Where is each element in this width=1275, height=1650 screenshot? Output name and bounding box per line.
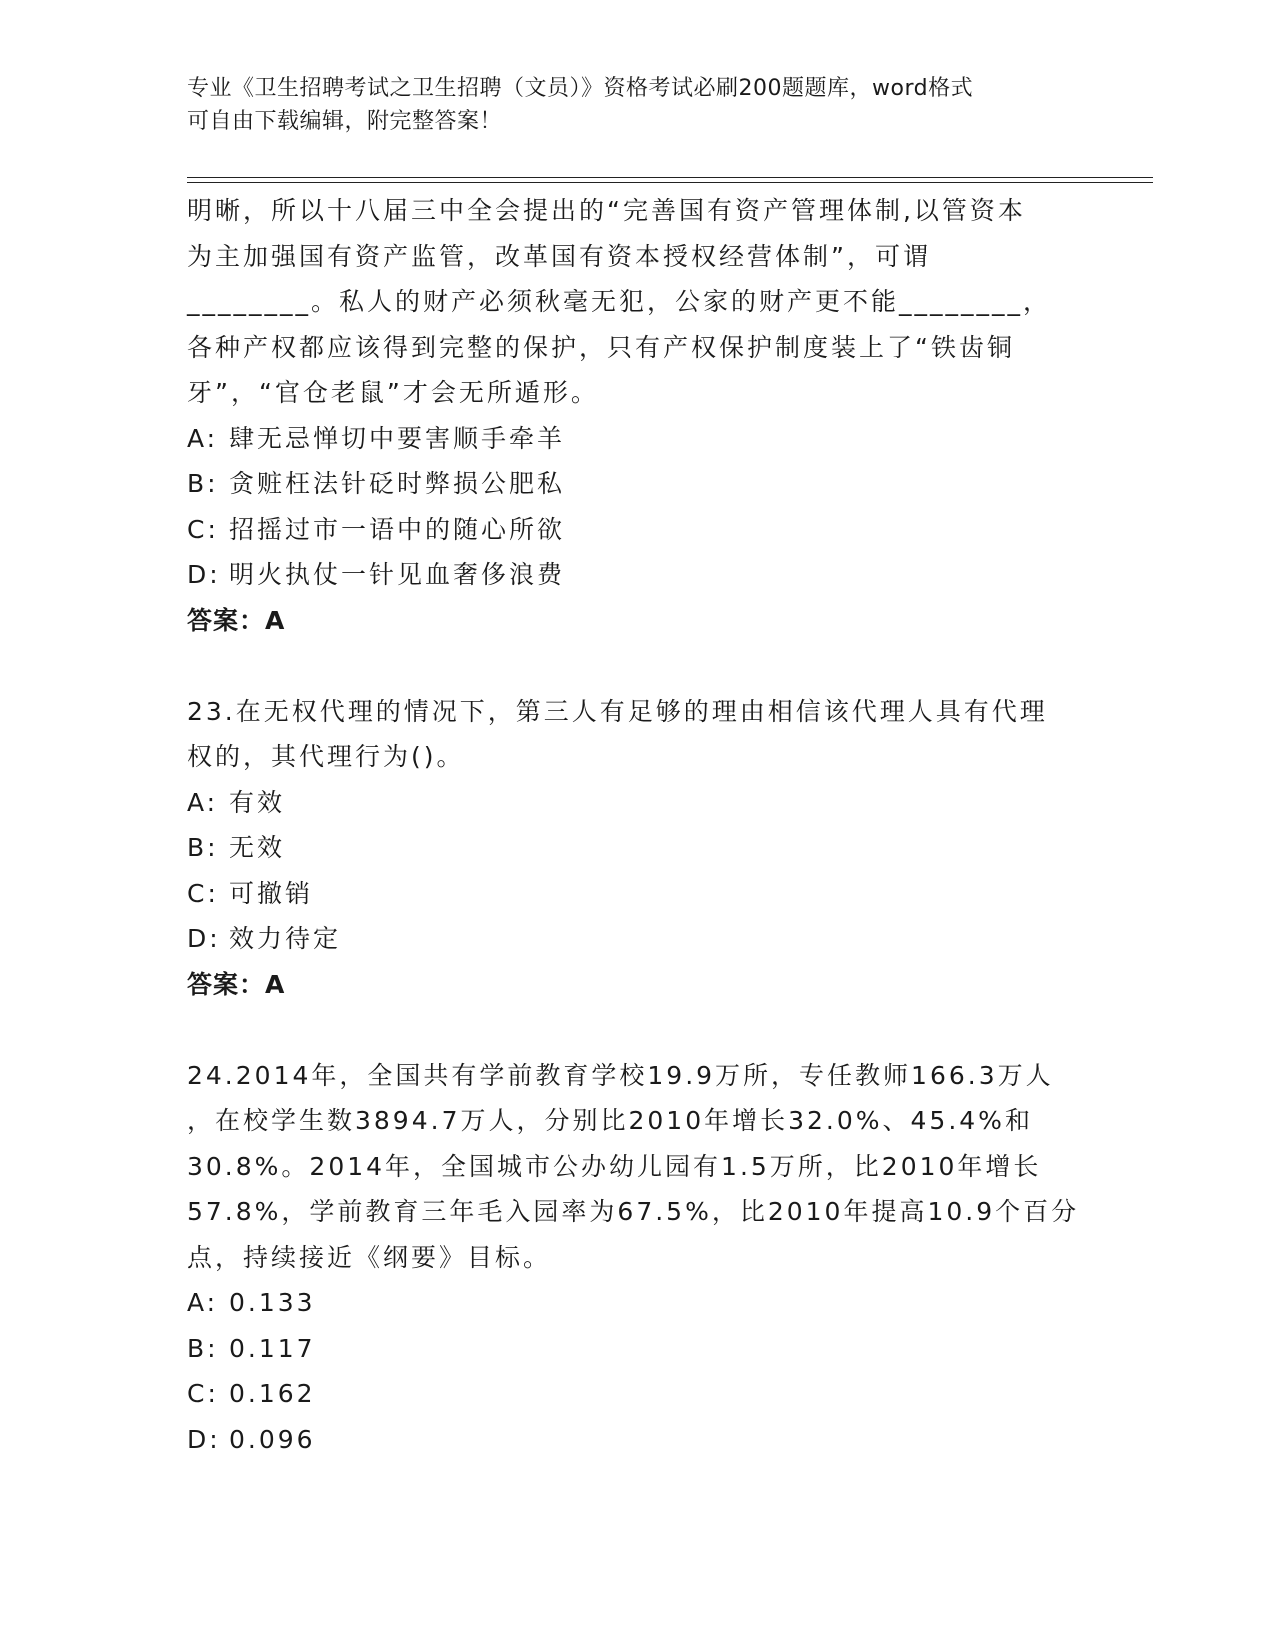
header-line-1: 专业《卫生招聘考试之卫生招聘（文员）》资格考试必刷200题题库，word格式 (187, 76, 974, 101)
question-text-line: 各种产权都应该得到完整的保护，只有产权保护制度装上了“铁齿铜 (187, 332, 1015, 362)
answer-line: 答案：A (187, 605, 286, 635)
option-text: 0.096 (229, 1424, 316, 1454)
answer-line: 答案：A (187, 969, 286, 999)
question-text-line: 为主加强国有资产监管，改革国有资本授权经营体制”，可谓 (187, 241, 931, 271)
option-key: C: (187, 1379, 219, 1408)
option-b (187, 461, 1067, 507)
option-key: A: (187, 1288, 219, 1317)
option-text: 无效 (229, 833, 286, 862)
question-text-line: 牙”，“官仓老鼠”才会无所遁形。 (187, 378, 599, 407)
question-text-line: ________。私人的财产必须秋毫无犯，公家的财产更不能________， (187, 287, 1052, 316)
question-text-line: 明晰，所以十八届三中全会提出的“完善国有资产管理体制,以管资本 (187, 196, 1026, 225)
header-divider-bottom (187, 182, 1153, 183)
document-header (187, 72, 1067, 138)
header-divider-top (187, 177, 1153, 178)
option-text: 可撤销 (229, 878, 314, 908)
option-text: 效力待定 (229, 924, 342, 953)
question-text-line: ，在校学生数3894.7万人，分别比2010年增长32.0%、45.4%和 (187, 1106, 1033, 1135)
option-text: 0.133 (229, 1288, 316, 1317)
option-key: B: (187, 469, 219, 498)
document-body (187, 188, 1080, 1462)
question-text-line: 23.在无权代理的情况下，第三人有足够的理由相信该代理人具有代理 (187, 696, 1048, 726)
option-d (187, 916, 1067, 962)
option-d (187, 552, 1067, 598)
option-b (187, 825, 1067, 871)
option-text: 明火执仗一针见血奢侈浪费 (229, 560, 566, 589)
option-text: 贪赃枉法针砭时弊损公肥私 (229, 469, 566, 498)
option-key: A: (187, 787, 219, 817)
option-a (187, 1280, 1067, 1326)
question-23 (187, 689, 1067, 1008)
option-c (187, 871, 1067, 917)
question-24 (187, 1053, 1080, 1463)
option-key: D: (187, 924, 221, 953)
option-key: C: (187, 514, 219, 544)
option-a (187, 780, 1067, 826)
option-key: D: (187, 560, 221, 589)
option-text: 肆无忌惮切中要害顺手牵羊 (229, 423, 566, 453)
option-key: C: (187, 878, 219, 908)
option-c (187, 1371, 1067, 1417)
question-22 (187, 188, 1067, 643)
option-text: 有效 (229, 787, 286, 817)
header-line-2: 可自由下载编辑，附完整答案！ (187, 109, 503, 134)
option-text: 0.117 (229, 1333, 316, 1363)
question-text-line: 24.2014年，全国共有学前教育学校19.9万所，专任教师166.3万人 (187, 1060, 1054, 1090)
question-text-line: 57.8%，学前教育三年毛入园率为67.5%，比2010年提高10.9个百分 (187, 1197, 1080, 1226)
option-key: B: (187, 833, 219, 862)
option-key: A: (187, 423, 219, 453)
option-text: 招摇过市一语中的随心所欲 (229, 514, 566, 544)
question-text-line: 30.8%。2014年，全国城市公办幼儿园有1.5万所，比2010年增长 (187, 1151, 1042, 1181)
option-a (187, 416, 1067, 462)
spacer (187, 643, 1067, 689)
option-text: 0.162 (229, 1379, 316, 1408)
option-c (187, 507, 1067, 553)
spacer (187, 1007, 1067, 1053)
question-text-line: 权的，其代理行为()。 (187, 742, 465, 771)
option-b (187, 1326, 1067, 1372)
option-key: B: (187, 1333, 219, 1363)
option-key: D: (187, 1424, 221, 1454)
option-d (187, 1417, 1067, 1463)
question-text-line: 点，持续接近《纲要》目标。 (187, 1242, 552, 1272)
